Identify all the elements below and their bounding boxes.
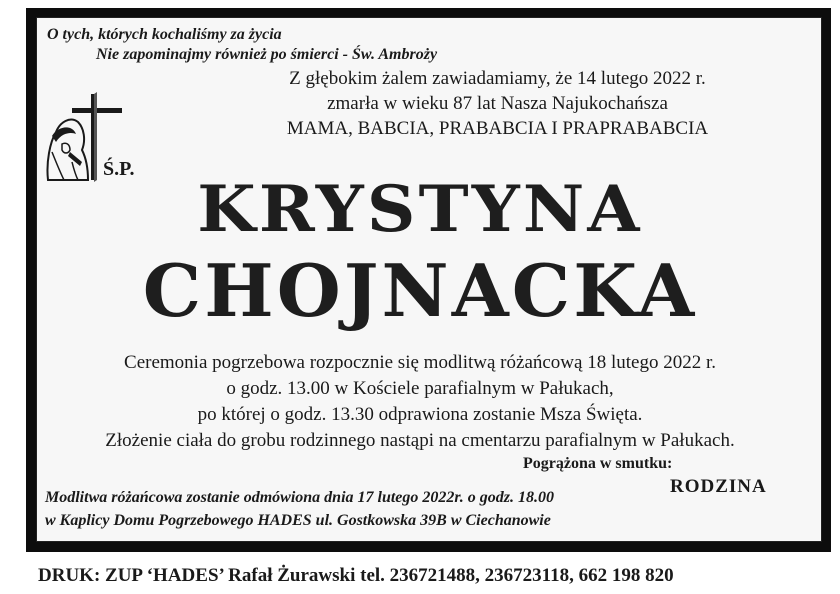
printer-footer: DRUK: ZUP ‘HADES’ Rafał Żurawski tel. 236721488, 236723118, 662 198 820 <box>38 565 674 586</box>
prayer-note-line-2: w Kaplicy Domu Pogrzebowego HADES ul. Gostkowska 39B w Ciechanowie <box>45 512 551 529</box>
ceremony-line-4: Złożenie ciała do grobu rodzinnego nastąpi na cmentarzu parafialnym w Pałukach. <box>105 430 735 451</box>
mourners-name: RODZINA <box>670 476 767 497</box>
ceremony-line-2: o godz. 13.00 w Kościele parafialnym w Pałukach, <box>226 378 614 399</box>
ceremony-line-1: Ceremonia pogrzebowa rozpocznie się modlitwą różańcową 18 lutego 2022 r. <box>124 352 716 373</box>
announcement-line-3: MAMA, BABCIA, PRABABCIA I PRAPRABABCIA <box>286 118 709 139</box>
ceremony-line-3: po której o godz. 13.30 odprawiona zostanie Msza Święta. <box>197 404 643 425</box>
death-announcement <box>260 66 735 141</box>
motto-line-1: O tych, których kochaliśmy za życia <box>47 26 282 43</box>
announcement-line-1: Z głębokim żalem zawiadamiamy, że 14 lutego 2022 r. <box>289 68 706 89</box>
funeral-details <box>60 350 780 454</box>
motto-line-2: Nie zapominajmy również po śmierci - Św. Ambroży <box>96 46 438 63</box>
prayer-note-line-1: Modlitwa różańcowa zostanie odmówiona dnia 17 lutego 2022r. o godz. 18.00 <box>45 489 554 506</box>
deceased-last-name: CHOJNACKA <box>142 248 698 333</box>
deceased-first-name: KRYSTYNA <box>197 172 643 247</box>
mourners-label: Pogrążona w smutku: <box>523 455 673 472</box>
sp-label: Ś.P. <box>103 158 135 180</box>
announcement-line-2: zmarła w wieku 87 lat Nasza Najukochańsza <box>327 93 668 114</box>
